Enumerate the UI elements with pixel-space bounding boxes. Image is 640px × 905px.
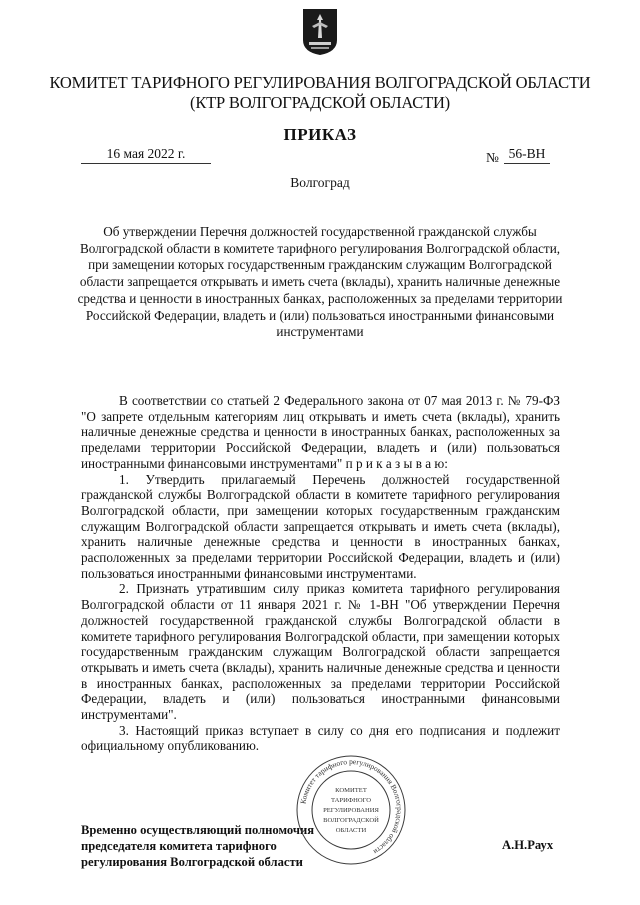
order-item-2: 2. Признать утратившим силу приказ комитета тарифного регулирования Волгоградской области от 11 января 2021 г. № 1-ВН "Об утверждении Перечня должностей государственной гражданской службы Волгоградской области в комитете тарифного регулирования Волгоградской области, при замещении которых государственным гражданским служащим Волгоградской области запрещается открывать и иметь счета (вклады), хранить наличные денежные средства и ценности в иностранных банках, расположенных за пределами территории Российской Федерации, владеть и (или) пользоваться иностранными финансовыми инструментами". (81, 581, 560, 723)
document-number-label: № (486, 150, 499, 165)
signatory-position (81, 822, 316, 870)
document-number: 56-ВН (504, 146, 550, 164)
document-body (81, 393, 560, 754)
document-subject: Об утверждении Перечня должностей государственной гражданской службы Волгоградской области в комитете тарифного регулирования Волгоградской области, при замещении которых государственным гражданским служащим Волгоградской области запрещается открывать и иметь счета (вклады), хранить наличные денежные средства и ценности в иностранных банках, расположенных за пределами территории Российской Федерации, владеть и (или) пользоваться иностранными финансовыми инструментами (77, 224, 563, 340)
order-item-3: 3. Настоящий приказ вступает в силу со дня его подписания и подлежит официальному опубликованию. (81, 722, 560, 754)
volgograd-coat-of-arms-icon (302, 8, 338, 56)
preamble-paragraph: В соответствии со статьей 2 Федерального закона от 07 мая 2013 г. № 79-ФЗ "О запрете отдельным категориям лиц открывать и иметь счета (вклады), хранить наличные денежные средства и ценности в иностранных банках, расположенных за пределами территории Российской Федерации, владеть и (или) пользоваться иностранными финансовыми инструментами" п р и к а з ы в а ю: (81, 393, 560, 471)
stamp-inner-text: КОМИТЕТ (335, 787, 367, 794)
order-item-1: 1. Утвердить прилагаемый Перечень должностей государственной гражданской службы Волгоградской области в комитете тарифного регулирования Волгоградской области, при замещении которых государственным гражданским служащим Волгоградской области запрещается открывать и иметь счета (вклады), хранить наличные денежные средства и ценности в иностранных банках, расположенных за пределами территории Российской Федерации, владеть и (или) пользоваться иностранными финансовыми инструментами. (81, 471, 560, 581)
stamp-inner-text: ВОЛГОГРАДСКОЙ (323, 817, 379, 824)
stamp-outer-text: Комитет тарифного регулирования Волгоградской области (298, 756, 405, 857)
stamp-inner-text: РЕГУЛИРОВАНИЯ (323, 807, 379, 814)
signatory-position-line: председателя комитета тарифного (81, 839, 277, 853)
document-date: 16 мая 2022 г. (81, 146, 211, 164)
organization-name: КОМИТЕТ ТАРИФНОГО РЕГУЛИРОВАНИЯ ВОЛГОГРАДСКОЙ ОБЛАСТИ (49, 73, 591, 92)
signatory-position-line: регулирования Волгоградской области (81, 855, 303, 869)
document-city: Волгоград (290, 175, 350, 190)
stamp-inner-text: ТАРИФНОГО (330, 797, 372, 804)
signatory-position-line: Временно осуществляющий полномочия (81, 823, 315, 837)
document-type: ПРИКАЗ (283, 125, 357, 144)
organization-short-name: (КТР ВОЛГОГРАДСКОЙ ОБЛАСТИ) (190, 93, 450, 112)
stamp-inner-text: ОБЛАСТИ (335, 827, 367, 834)
signatory-name: А.Н.Раух (502, 838, 554, 852)
official-stamp (294, 753, 408, 867)
